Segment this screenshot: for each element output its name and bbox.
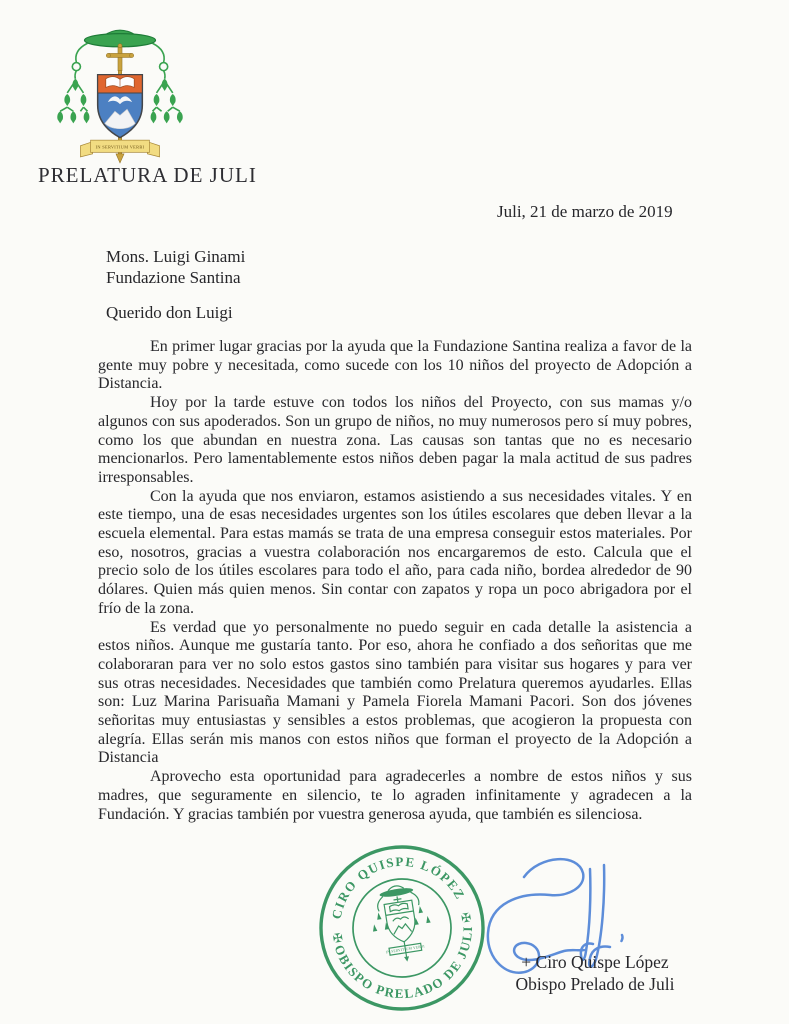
recipient-organization: Fundazione Santina [106, 268, 241, 287]
maltese-cross-icon: ✠ [460, 910, 473, 926]
bishop-seal-stamp [304, 830, 501, 1024]
letter-paragraph: En primer lugar gracias por la ayuda que la Fundazione Santina realiza a favor de la gente muy pobre y necesitada, como sucede con los 10 niños del proyecto de Adopción a Distancia. [98, 338, 692, 393]
recipient-block [106, 246, 245, 288]
salutation: Querido don Luigi [106, 303, 233, 322]
letter-paragraph: Con la ayuda que nos enviaron, estamos asistiendo a sus necesidades vitales. Y en este tiempo, una de esas necesidades urgentes son los útiles escolares que deben llevar a la escuela elemental. Para estas mamás se trata de una empresa conseguir estos materiales. Por eso, nosotros, gracias a vuestra colaboración nos encargaremos de esto. Calcula que el precio solo de los útiles escolares para todo el año, para cada niño, bordea alrededor de 90 dólares. Quien más quien menos. Sin contar con zapatos y ropa un poco abrigadora por el frío de la zona. [98, 487, 692, 617]
letter-paragraph: Es verdad que yo personalmente no puedo seguir en cada detalle la asistencia a estos niños. Aunque me gustaría tanto. Por eso, ahora he confiado a dos señoritas que me colaboraran para ver no solo estos gastos sino también para visitar sus hogares y para ver sus otras necesidades. Necesidades que también como Prelatura queremos ayudarles. Ellas son: Luz Marina Parisuaña Mamani y Pamela Fiorela Mamani Pacori. Son dos jóvenes señoritas muy entusiastas y sensibles a estos problemas, que acogieron la propuesta con alegría. Ellas serán mis manos con estos niños que forman el proyecto de la Adopción a Distancia [98, 618, 692, 767]
maltese-cross-icon: ✠ [331, 930, 344, 946]
stamp-title-arc: OBISPO PRELADO DE JULI [331, 925, 476, 1002]
letter-paragraph: Hoy por la tarde estuve con todos los niños del Proyecto, con sus mamas y/o algunos con sus apoderados. Son un grupo de niños, no muy numerosos pero sí muy pobres, como los que abundan en nuestra zona. Las causas son tantas que no es necesario mencionarlos. Pero lamentablemente estos niños deben pagar la mala actitud de sus padres irresponsables. [98, 394, 692, 486]
signer-name: + Ciro Quispe López [521, 952, 669, 972]
letter-paragraph: Aprovecho esta oportunidad para agradecerles a nombre de estos niños y sus madres, que seguramente en silencio, te lo agraden infinitamente y agradecen a la Fundación. Y gracias también por vuestra generosa ayuda, que también es silenciosa. [98, 768, 692, 823]
organization-name: PRELATURA DE JULI [38, 163, 257, 187]
signature-block [486, 951, 704, 995]
letter-body [98, 338, 692, 824]
stamp-coat-of-arms-icon [367, 881, 437, 966]
recipient-name: Mons. Luigi Ginami [106, 247, 246, 266]
letterhead-motto: IN SERVITIUM VERBI [95, 144, 145, 150]
signer-title: Obispo Prelado de Juli [515, 974, 675, 994]
stamp-name-arc: CIRO QUISPE LÓPEZ [328, 853, 469, 921]
stamp-motto: IN SERVITIUM VERBI [385, 944, 426, 955]
episcopal-coat-of-arms-icon [54, 24, 186, 169]
date-line: Juli, 21 de marzo de 2019 [497, 202, 673, 221]
